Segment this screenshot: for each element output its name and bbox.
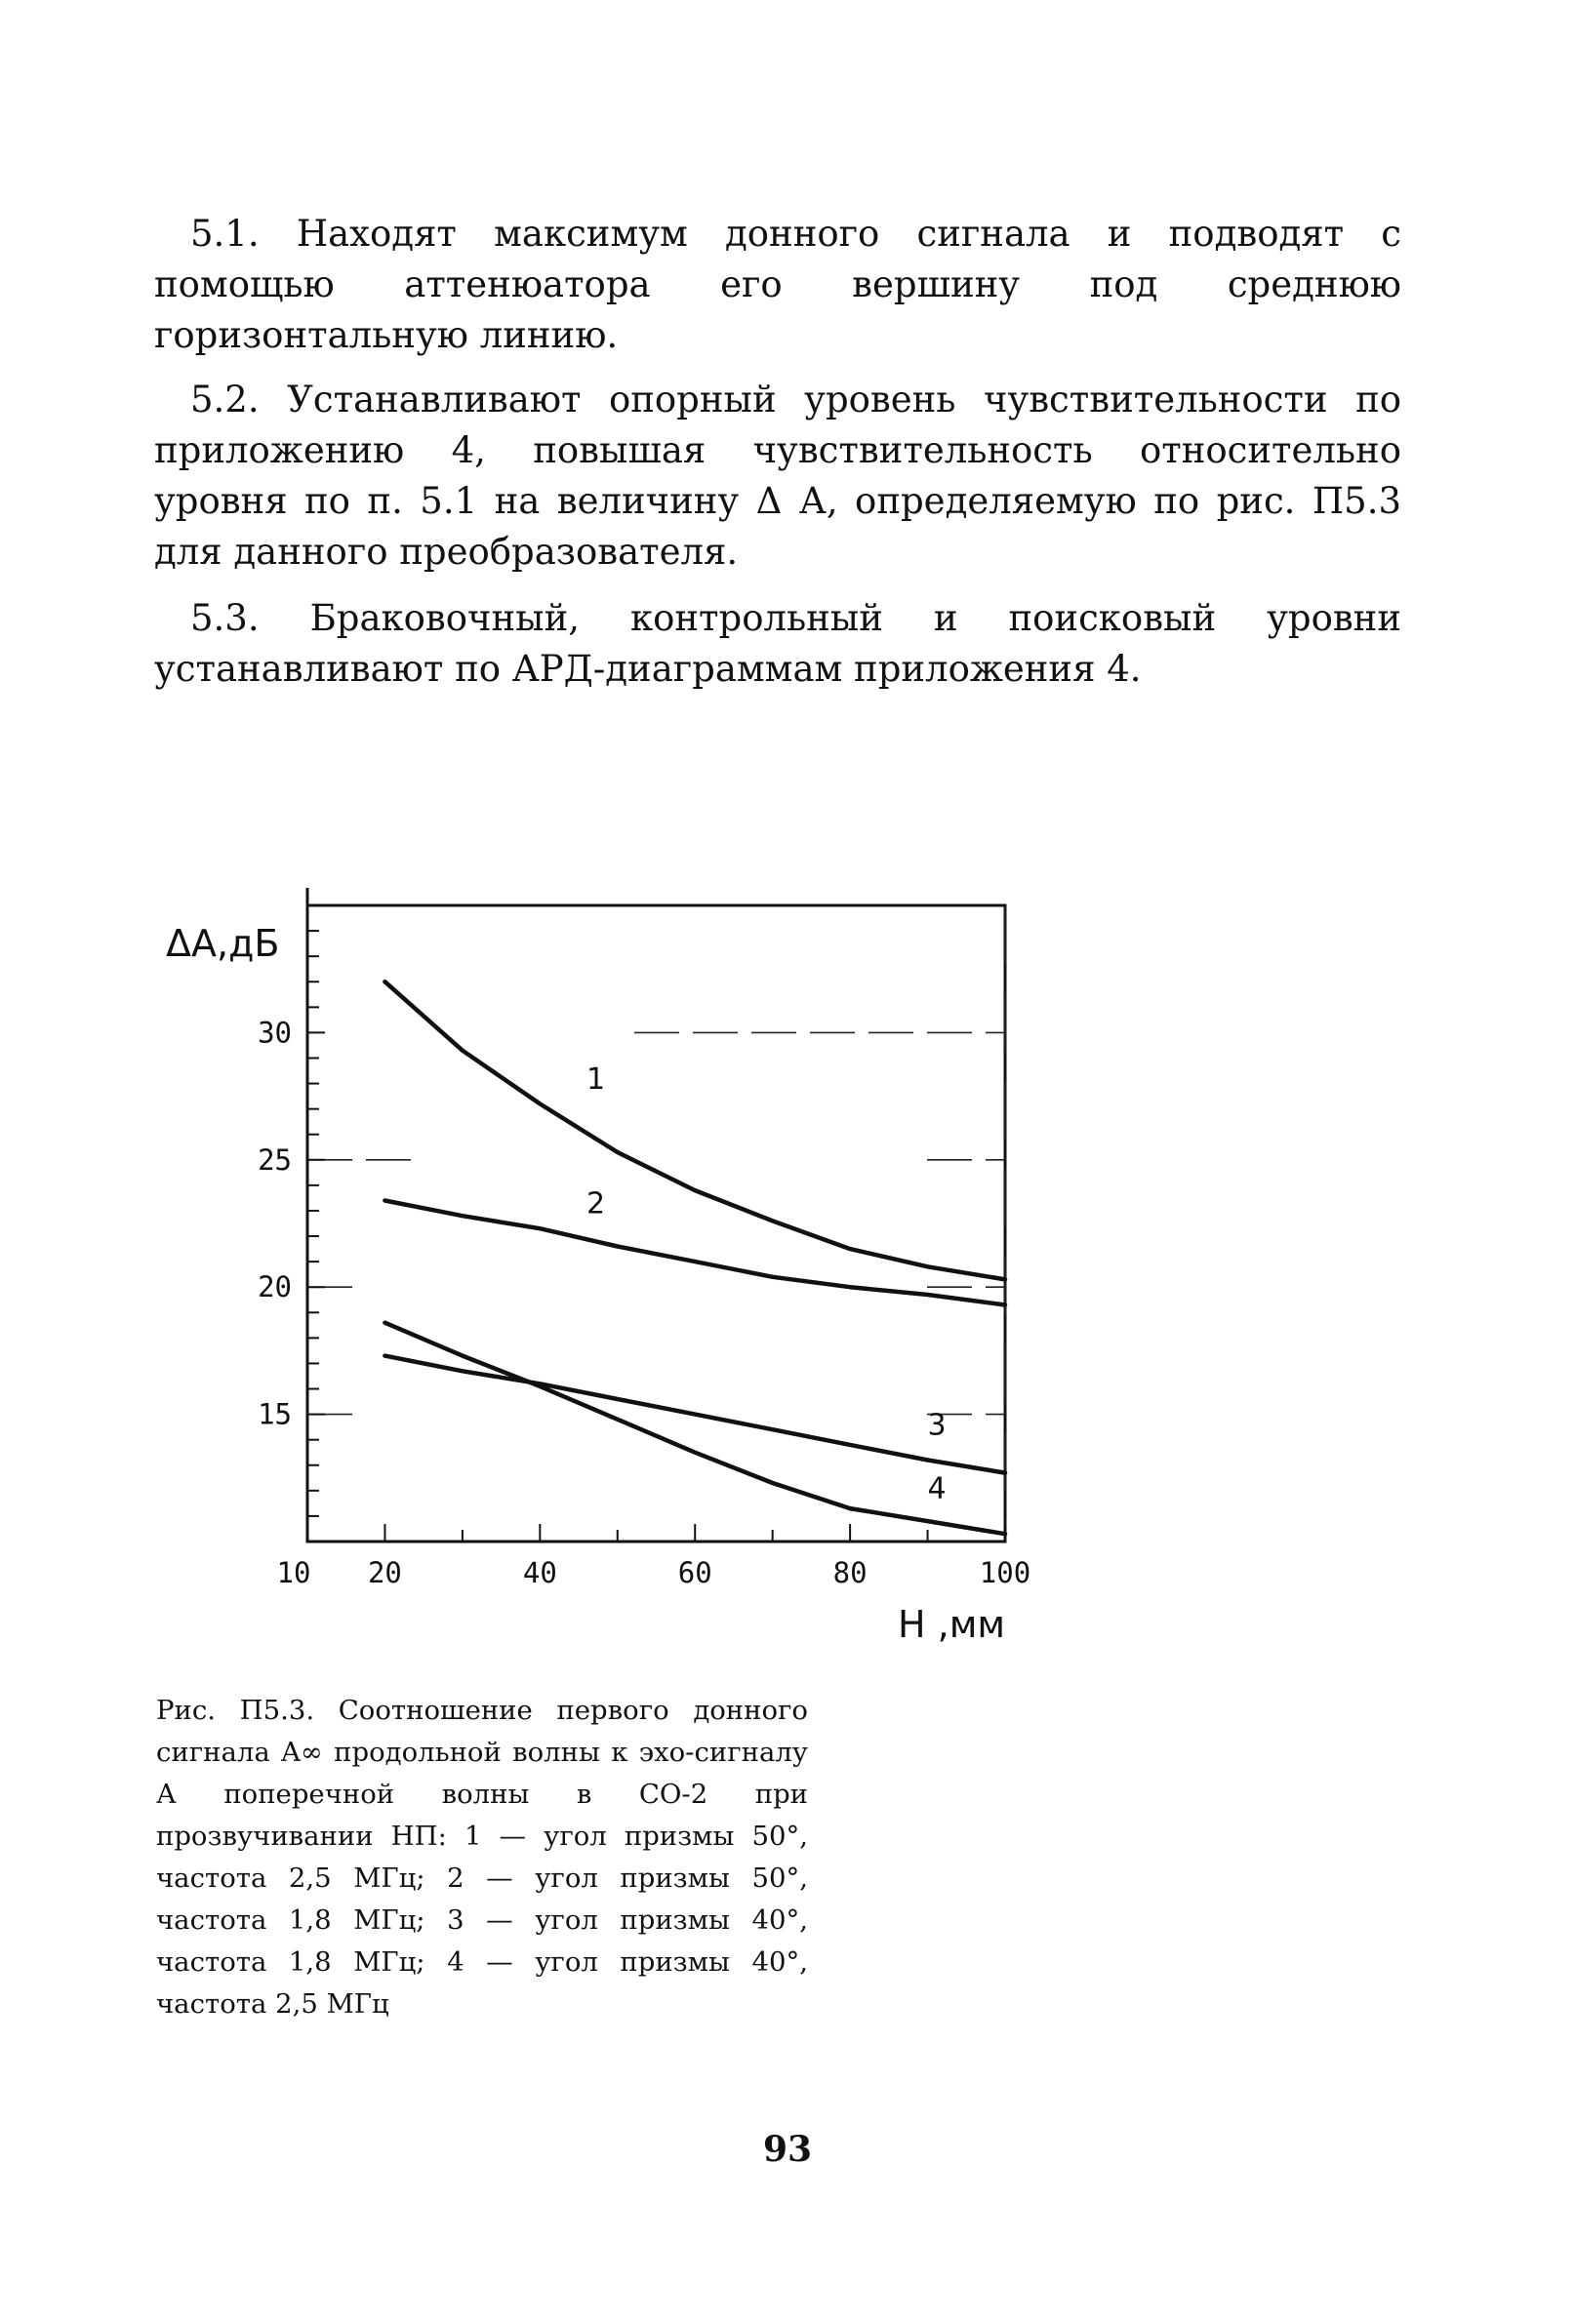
x-tick-label: 100 xyxy=(979,1556,1031,1589)
page-number: 93 xyxy=(762,2129,813,2170)
figure-caption: Рис. П5.3. Соотношение первого донного сигнала A∞ продольной волны к эхо-сигналу А поперечной волны в СО-2 при прозвучивании НП: 1 — угол призмы 50°, частота 2,5 МГц; 2 — угол призмы 50°, частота 1,8 МГц; 3 — угол призмы 40°, частота 1,8 МГц; 4 — угол призмы 40°, частота 2,5 МГц xyxy=(156,1695,808,2020)
y-tick-label: 25 xyxy=(258,1142,292,1177)
series-curve-4 xyxy=(384,1323,1005,1535)
y-axis-label: ΔA,дБ xyxy=(166,922,280,965)
paragraph-5-2 xyxy=(154,375,1401,578)
series-curve-1 xyxy=(384,982,1005,1279)
x-axis-label: H ,мм xyxy=(898,1603,1006,1646)
paragraph-5-1 xyxy=(154,209,1401,361)
x-tick-label: 40 xyxy=(522,1556,557,1589)
x-tick-label: 80 xyxy=(832,1556,868,1589)
x-tick-label: 10 xyxy=(276,1556,311,1589)
paragraph-text: Браковочный, контрольный и поисковый уровни устанавливают по АРД-диаграммам приложения 4. xyxy=(154,597,1401,690)
x-tick-label: 60 xyxy=(677,1556,712,1589)
series-label-4: 4 xyxy=(927,1471,947,1506)
tick-marks xyxy=(307,905,1005,1542)
y-tick-label: 15 xyxy=(258,1397,292,1431)
paragraph-label: 5.3. xyxy=(190,597,260,639)
series-curve-2 xyxy=(384,1201,1005,1305)
paragraph-label: 5.1. xyxy=(190,213,260,255)
tick-labels xyxy=(258,1016,1030,1589)
paragraph-text: Находят максимум донного сигнала и подводят с помощью аттенюатора его вершину под среднюю горизонтальную линию. xyxy=(154,213,1401,356)
paragraph-5-3 xyxy=(154,593,1401,695)
series-label-1: 1 xyxy=(586,1062,606,1097)
series-label-3: 3 xyxy=(927,1408,947,1443)
series-label-2: 2 xyxy=(586,1186,606,1222)
plot-frame xyxy=(307,888,1005,1542)
x-tick-label: 20 xyxy=(367,1556,402,1589)
paragraph-label: 5.2. xyxy=(190,379,260,421)
series-curve-3 xyxy=(384,1356,1005,1473)
plot-border xyxy=(307,905,1005,1542)
y-tick-label: 20 xyxy=(258,1270,292,1304)
grid-lines xyxy=(307,905,1005,1542)
figure-chart xyxy=(146,859,1031,1659)
paragraph-text: Устанавливают опорный уровень чувствительности по приложению 4, повышая чувствительность относительно уровня по п. 5.1 на величину Δ А, определяемую по рис. П5.3 для данного преобразователя. xyxy=(154,379,1402,573)
curves xyxy=(384,982,1005,1534)
y-tick-label: 30 xyxy=(258,1016,292,1050)
